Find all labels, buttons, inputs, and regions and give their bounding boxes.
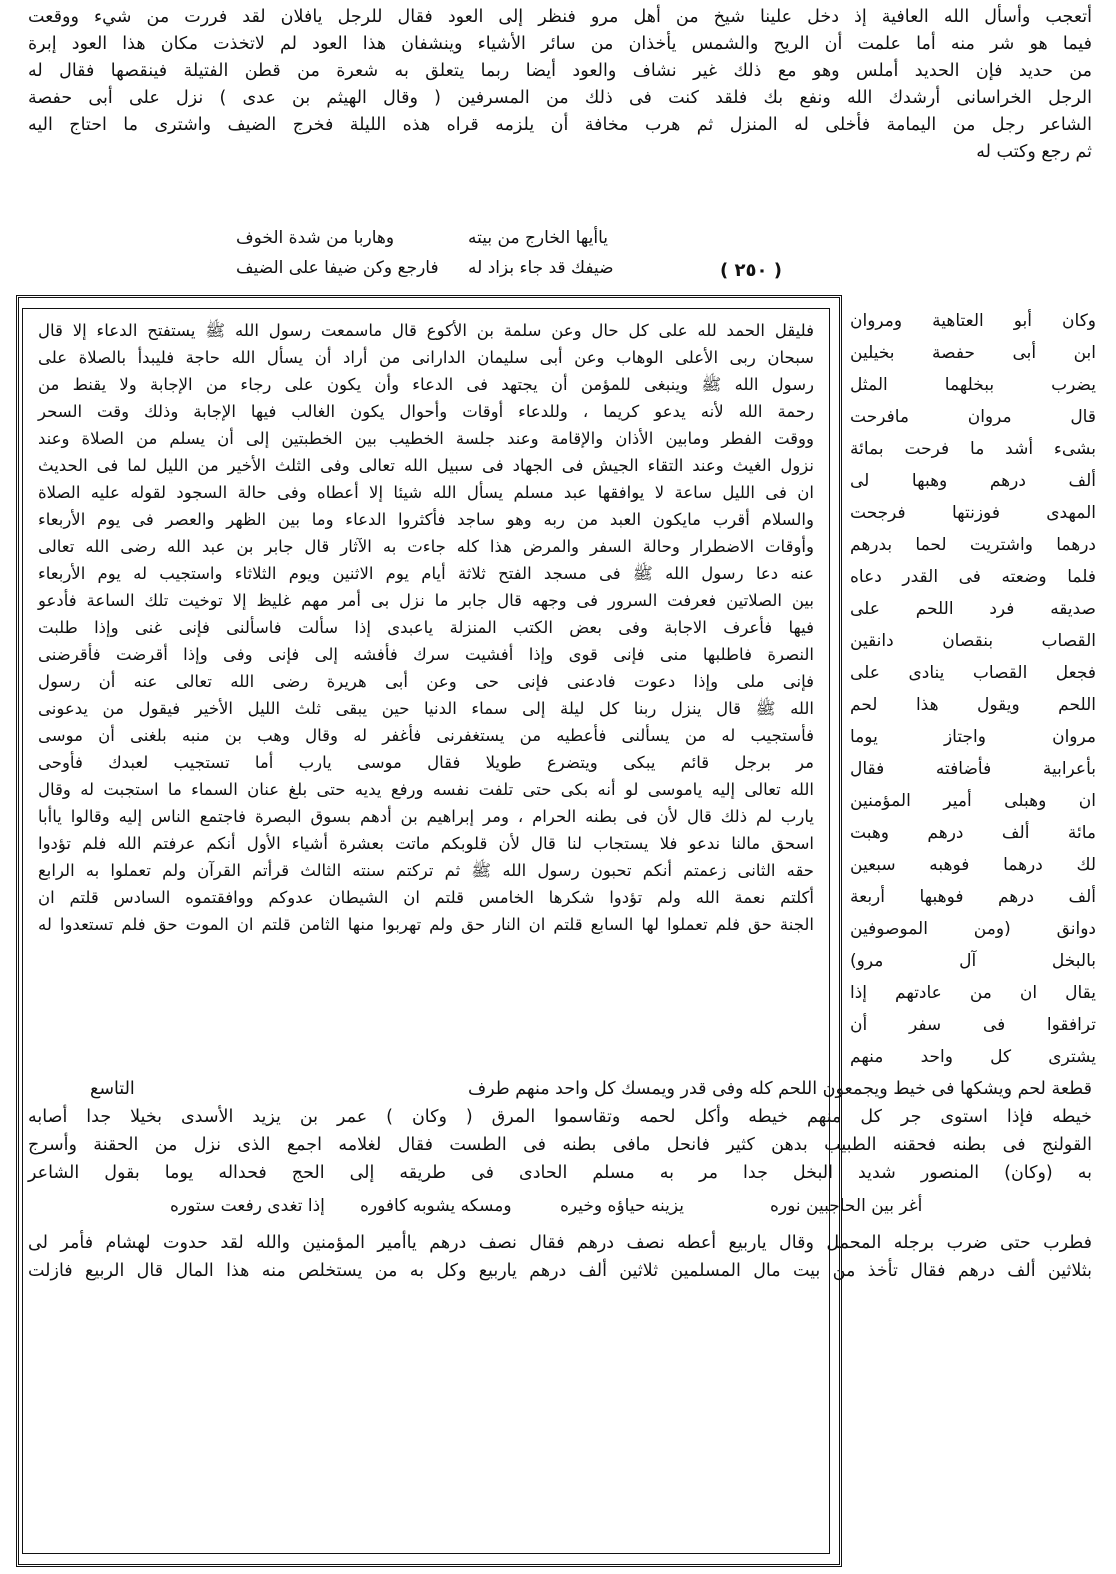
side-line: المهدى فوزنتها فرجحت xyxy=(850,503,1096,523)
side-line: بالبخل آل مرو) xyxy=(850,951,1096,971)
box-line: رسول الله ﷺ وينبغى للمؤمن أن يجتهد فى الدعاء وأن يكون على رجاء من الإجابة ولا يقنط من xyxy=(38,375,814,394)
bottom-line: قطعة لحم ويشكها فى خيط ويجمعون اللحم كله وفى قدر ويمسك كل واحد منهم طرف xyxy=(467,1079,1092,1099)
side-line: ان وهبلى أمير المؤمنين xyxy=(850,791,1096,811)
side-line: وكان أبو العتاهية ومروان xyxy=(850,311,1096,331)
box-line: الجنة حق فلم تعملوا لها السابع قلتم ان النار حق ولم تهربوا منها الثامن قلتم ان الموت حق فلم تستعدوا له xyxy=(38,915,814,934)
side-line: ألف درهم وهبها لى xyxy=(850,471,1096,491)
box-line: رحمة الله لأنه يدعو كريما ، وللدعاء أوقات وأحوال يكون الغالب فيها الإجابة وذلك وقت السحر xyxy=(38,402,814,421)
side-line: درهما واشتريت لحما بدرهم xyxy=(850,535,1096,555)
box-line: الله تعالى إليه ياموسى لو أنه بكى حتى تلفت نفسه ورفع يديه حتى بلغ عنان السماء ما استجبت له وقال xyxy=(38,780,814,799)
verse-hemistich: أغر بين الحاجبين نوره xyxy=(770,1196,923,1216)
bottom-line: القولنج فى بطنه فحقنه الطبيب بدهن كثير فانحل مافى بطنه فى الطست فقال لغلامه اجمع الذى نزل من الحقنة وأسرج xyxy=(28,1135,1092,1155)
bottom-line: خيطه فإذا استوى جر كل منهم خيطه وأكل لحمه وتقاسموا المرق ( وكان ) عمر بن يزيد الأسدى بخيلا جدا أصابه xyxy=(28,1107,1092,1127)
side-line: فجعل القصاب ينادى على xyxy=(850,663,1096,683)
top-line: فيما هو شر منه أما علمت أن الريح والشمس يأخذان من سائر الأشياء وينشفان هذا العود لم لاتخذت مكان هذا العود إبرة xyxy=(28,34,1092,54)
side-line: ألف درهم فوهبها أربعة xyxy=(850,887,1096,907)
verse-hemistich: إذا تغدى رفعت ستوره xyxy=(170,1196,325,1216)
box-line: حقه الثانى زعمتم أنكم تحبون رسول الله ﷺ ثم تركتم سنته الثالث قرأتم القرآن ولم تعملوا به الرابع xyxy=(38,861,814,880)
verse-hemistich: ومسكه يشوبه كافوره xyxy=(360,1196,512,1216)
box-line: اسحق مالنا ندعو فلا يستجاب لنا قال لأن قلوبكم ماتت بعشرة أشياء الأول أنكم عرفتم الله فلم تؤدوا xyxy=(38,834,814,853)
side-line: القصاب بنقصان دانقين xyxy=(850,631,1096,651)
top-line: الشاعر رجل من اليمامة فأخلى له المنزل ثم هرب مخافة أن يلزمه قراه هذه الليلة فخرج الضيف واشترى ما احتاج اليه xyxy=(28,115,1092,135)
top-line: ثم رجع وكتب له xyxy=(976,142,1092,162)
box-line: ان فى الليل ساعة لا يوافقها عبد مسلم يسأل الله شيئا إلا أعطاه وفى حالة السجود لقوله عليه الصلاة xyxy=(38,483,814,502)
side-line: مائة ألف درهم وهبت xyxy=(850,823,1096,843)
box-line: الله ﷺ قال ينزل ربنا كل ليلة إلى سماء الدنيا حين يبقى ثلث الليل الأخير فيقول من يدعونى xyxy=(38,699,814,718)
side-line: لك درهما فوهبه سبعين xyxy=(850,855,1096,875)
page-number: ( ٢٥٠ ) xyxy=(720,260,782,281)
box-line: يارب لم ذلك قال لأن فى بطنه الحرام ، ومر إبراهيم بن أدهم بسوق البصرة فاجتمع الناس إليه وقالوا ياأبا xyxy=(38,807,814,826)
top-line: من حديد فإن الحديد أملس وهو مع ذلك غير نشاف والعود أيضا ربما يتعلق به شعرة من قطن الفتيلة فينقصها فقال له xyxy=(28,61,1092,81)
verse-hemistich: ياأيها الخارج من بيته xyxy=(468,228,608,248)
box-line: النصرة فاطلبها منى فإنى قوى وإذا أفشيت سرك فأفشه إلى فإنى وفى وإذا أقرضت فأقرضنى xyxy=(38,645,814,664)
verse-hemistich: وهاربا من شدة الخوف xyxy=(236,228,395,248)
side-line: مروان واجتاز يوما xyxy=(850,727,1096,747)
side-line: بشىء أشد ما فرحت بمائة xyxy=(850,439,1096,459)
box-line: بين الصلاتين فعرفت السرور فى وجهه قال جابر ما نزل بى أمر مهم غليظ إلا توخيت تلك الساعة فأدعو xyxy=(38,591,814,610)
box-line: ووقت الفطر ومابين الأذان والإقامة وعند جلسة الخطيب بين الخطبتين إلى أن يسلم من الصلاة وعند xyxy=(38,429,814,448)
side-line: ابن أبى حفصة بخيلين xyxy=(850,343,1096,363)
side-line: يشترى كل واحد منهم xyxy=(850,1047,1096,1067)
box-line: فإنى ملى وإذا دعوت فادعنى فإنى حى وعن أبى هريرة رضى الله تعالى عنه أن رسول xyxy=(38,672,814,691)
box-line: نزول الغيث وعند التقاء الجيش فى الجهاد فى سبيل الله تعالى وفى الثلث الأخير من الليل لما فى الحديث xyxy=(38,456,814,475)
top-line: الرجل الخراسانى أرشدك الله ونفع بك فلقد كنت فى ذلك من المسرفين ( وقال الهيثم بن عدى ) نزل على أبى حفصة xyxy=(28,88,1092,108)
box-line: فيها فأعرف الاجابة وفى بعض الكتب المنزلة ياعبدى إذا سألت فاسألنى فإنى غنى وإذا طلبت xyxy=(38,618,814,637)
side-line: صديقه فرد اللحم على xyxy=(850,599,1096,619)
box-line: عنه دعا رسول الله ﷺ فى مسجد الفتح ثلاثة أيام يوم الاثنين ويوم الثلاثاء واستجيب له يوم الأربعاء xyxy=(38,564,814,583)
box-line: فليقل الحمد لله على كل حال وعن سلمة بن الأكوع قال ماسمعت رسول الله ﷺ يستفتح الدعاء إلا قال xyxy=(38,321,814,340)
side-line: يقال ان من عادتهم إذا xyxy=(850,983,1096,1003)
final-line: فطرب حتى ضرب برجله المحمل وقال ياربيع أعطه نصف درهم فقال نصف درهم ياأمير المؤمنين والله لقد حدوت لهشام فأمر لى xyxy=(28,1233,1092,1253)
side-line: قال مروان مافرحت xyxy=(850,407,1096,427)
side-line: بأعرابية فأضافته فقال xyxy=(850,759,1096,779)
box-line: مر برجل قائم يبكى ويتضرع طويلا فقال موسى يارب أما تستجيب لعبدك فأوحى xyxy=(38,753,814,772)
box-line: فأستجيب له من يسألنى فأعطيه من يستغفرنى فأغفر له وقال وهب بن منبه بلغنى أن موسى xyxy=(38,726,814,745)
verse-hemistich: ضيفك قد جاء بزاد له xyxy=(468,258,614,278)
verse-hemistich: يزينه حياؤه وخيره xyxy=(560,1196,684,1216)
side-line: اللحم ويقول هذا لحم xyxy=(850,695,1096,715)
side-line: ترافقوا فى سفر أن xyxy=(850,1015,1096,1035)
box-line: أكلتم نعمة الله ولم تؤدوا شكرها الخامس قلتم ان الشيطان عدوكم ووافقتموه السادس قلتم ان xyxy=(38,888,814,907)
box-line: وأوقات الاضطرار وحالة السفر والمرض هذا كله جاءت به الآثار قال جابر بن عبد الله رضى الله تعالى xyxy=(38,537,814,556)
bottom-line: به (وكان) المنصور شديد البخل جدا مر به مسلم الحادى فى طريقه إلى الحج فحداله يوما بقول الشاعر xyxy=(28,1163,1092,1183)
top-line: أتعجب وأسأل الله العافية إذ دخل علينا شيخ من أهل مرو فنظر إلى العود فقال للرجل يافلان لقد فررت من شيء ووقعت xyxy=(28,7,1092,27)
box-line: سبحان ربى الأعلى الوهاب وعن أبى سليمان الدارانى من أراد أن يسأل الله حاجة فليبدأ بالصلاة على xyxy=(38,348,814,367)
side-line: دوانق (ومن الموصوفين xyxy=(850,919,1096,939)
final-line: بثلاثين ألف درهم فقال تأخذ من بيت مال المسلمين ثلاثين ألف درهم ياربيع وكل به من يستخلص منه هذا المال قال الربيع فازلت xyxy=(28,1261,1092,1281)
verse-hemistich: فارجع وكن ضيفا على الضيف xyxy=(236,258,439,278)
side-line: يضرب ببخلهما المثل xyxy=(850,375,1096,395)
side-line: فلما وضعته فى القدر دعاه xyxy=(850,567,1096,587)
box-line: والسلام أقرب مايكون العبد من ربه وهو ساجد فأكثروا الدعاء وما بين الظهر والعصر فى يوم الأربعاء xyxy=(38,510,814,529)
bottom-side-word: التاسع xyxy=(90,1079,135,1099)
